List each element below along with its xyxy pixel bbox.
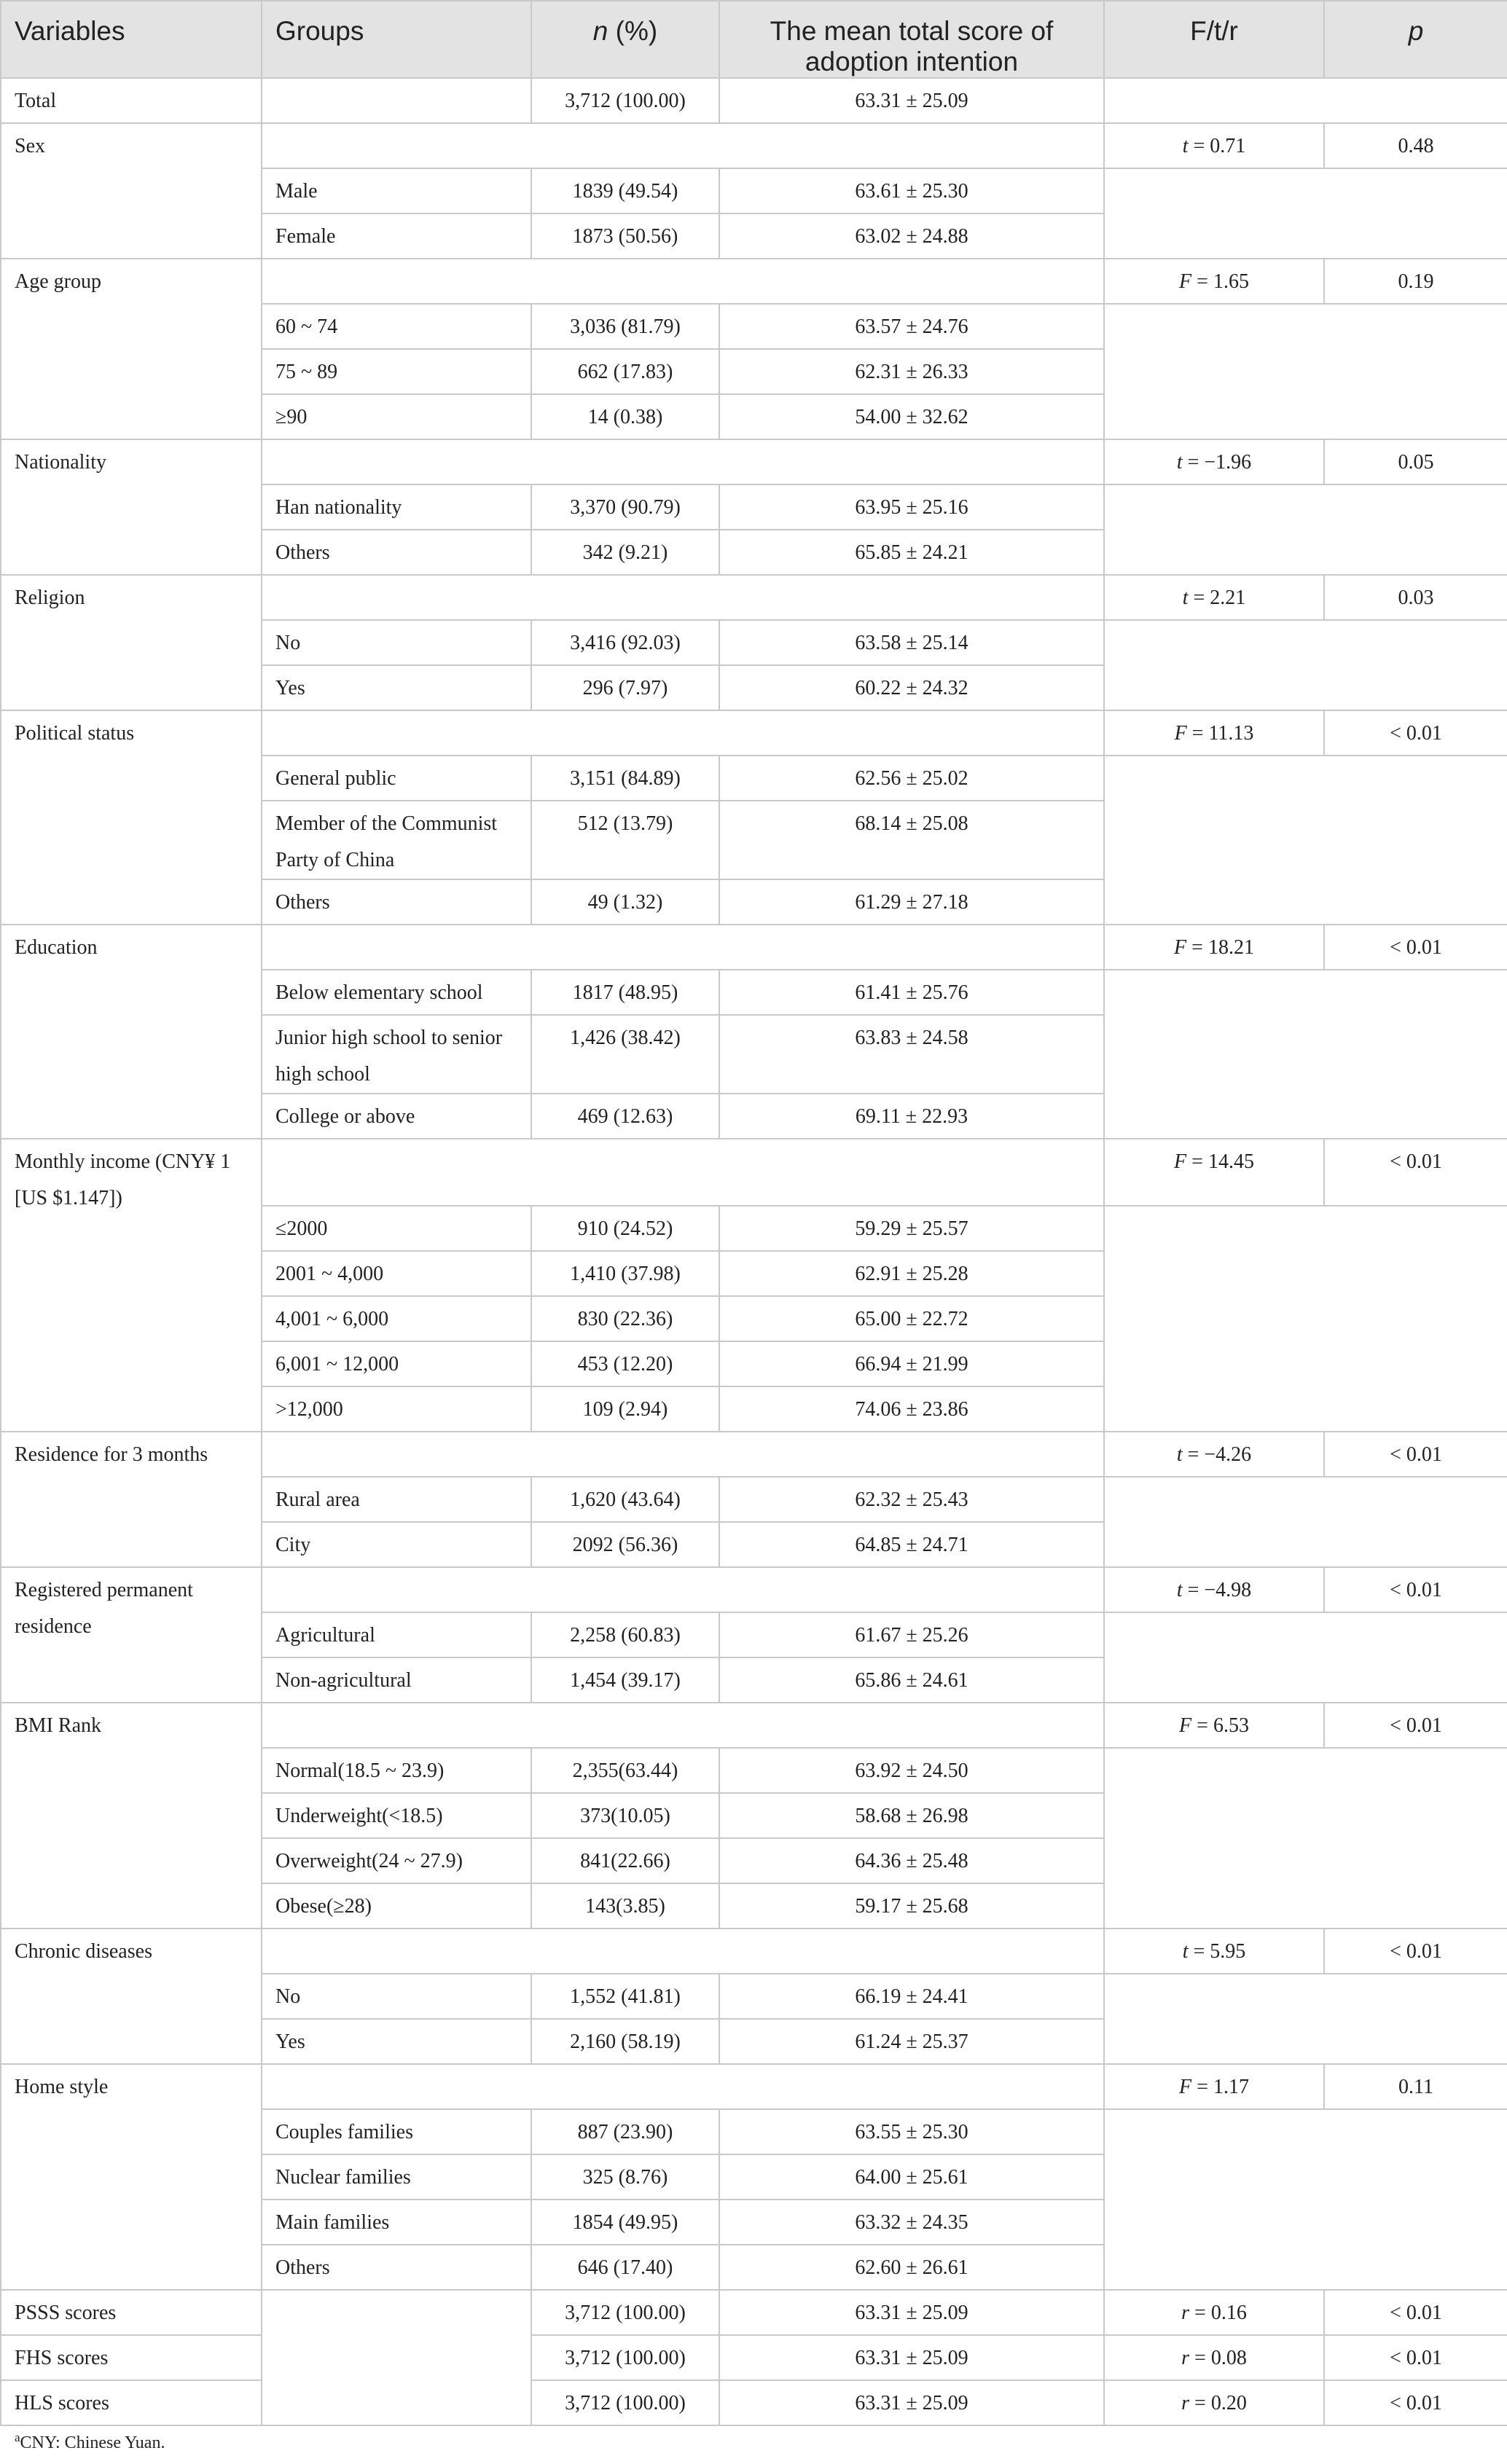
group-mean: 58.68 ± 26.98 <box>719 1793 1104 1838</box>
section-blank <box>262 1929 1104 1974</box>
variable-label: Nationality <box>15 451 106 474</box>
stat-letter: t <box>1182 135 1189 157</box>
group-label: Normal(18.5 ~ 23.9) <box>262 1748 531 1793</box>
section-blank <box>262 1567 1104 1612</box>
section-row-5 <box>1 925 1507 970</box>
stat-number: = 14.45 <box>1186 1150 1254 1173</box>
score-mean: 63.31 ± 25.09 <box>719 2335 1104 2380</box>
header-p-italic: p <box>1408 16 1424 46</box>
footnote-text: CNY: Chinese Yuan. <box>20 2433 165 2452</box>
group-label: General public <box>262 756 531 801</box>
score-mean: 63.31 ± 25.09 <box>719 2380 1104 2425</box>
group-n: 1,552 (41.81) <box>531 1974 719 2019</box>
header-mean: The mean total score of adoption intention <box>719 1 1104 78</box>
group-n: 143(3.85) <box>531 1883 719 1929</box>
stat-number: = 0.71 <box>1188 135 1246 157</box>
group-n: 1873 (50.56) <box>531 213 719 259</box>
group-n: 3,370 (90.79) <box>531 484 719 530</box>
section-row-0 <box>1 123 1507 168</box>
variable-name <box>1 259 262 439</box>
group-label: Yes <box>262 2019 531 2064</box>
group-n: 3,416 (92.03) <box>531 620 719 665</box>
score-row <box>1 2380 1507 2425</box>
section-blank <box>262 1139 1104 1206</box>
score-p: < 0.01 <box>1324 2335 1507 2380</box>
stat-letter: t <box>1176 451 1183 474</box>
variable-label: Residence for 3 months <box>15 1443 208 1466</box>
group-label: 60 ~ 74 <box>262 304 531 349</box>
stat-letter: F <box>1179 270 1192 293</box>
table-body <box>1 78 1507 2425</box>
group-mean: 61.29 ± 27.18 <box>719 879 1104 925</box>
group-mean: 61.41 ± 25.76 <box>719 970 1104 1015</box>
group-label: No <box>262 620 531 665</box>
stat-letter: t <box>1182 1940 1189 1963</box>
group-label: Junior high school to senior high school <box>262 1015 531 1094</box>
stat-blank <box>1104 1974 1507 2064</box>
group-mean: 61.67 ± 25.26 <box>719 1612 1104 1657</box>
stat-blank <box>1104 1206 1507 1432</box>
group-n: 373(10.05) <box>531 1793 719 1838</box>
group-label: 4,001 ~ 6,000 <box>262 1296 531 1341</box>
group-mean: 66.19 ± 24.41 <box>719 1974 1104 2019</box>
total-label: Total <box>1 78 262 123</box>
stat-value <box>1104 259 1324 304</box>
variable-label: Home style <box>15 2076 109 2098</box>
stat-value <box>1104 1703 1324 1748</box>
group-label: Couples families <box>262 2109 531 2154</box>
group-label: Others <box>262 530 531 575</box>
section-row-3 <box>1 575 1507 620</box>
group-n: 1,410 (37.98) <box>531 1251 719 1296</box>
header-stat: F/t/r <box>1104 1 1324 78</box>
score-label: HLS scores <box>1 2380 262 2425</box>
p-value: < 0.01 <box>1324 1432 1507 1477</box>
group-mean: 63.55 ± 25.30 <box>719 2109 1104 2154</box>
variable-name <box>1 1139 262 1432</box>
group-label: ≥90 <box>262 394 531 439</box>
group-label: Female <box>262 213 531 259</box>
section-row-6 <box>1 1139 1507 1206</box>
stat-blank <box>1104 970 1507 1139</box>
section-blank <box>262 925 1104 970</box>
group-n: 325 (8.76) <box>531 2154 719 2200</box>
stat-value <box>1104 1567 1324 1612</box>
variable-name <box>1 439 262 575</box>
variable-name <box>1 123 262 259</box>
stat-letter: t <box>1182 586 1189 609</box>
stat-letter: F <box>1174 722 1187 745</box>
group-label: Others <box>262 2245 531 2290</box>
group-n: 512 (13.79) <box>531 801 719 879</box>
section-row-4 <box>1 710 1507 756</box>
group-n: 841(22.66) <box>531 1838 719 1883</box>
score-row <box>1 2335 1507 2380</box>
group-n: 887 (23.90) <box>531 2109 719 2154</box>
total-row <box>1 78 1507 123</box>
group-n: 2092 (56.36) <box>531 1522 719 1567</box>
group-label: Below elementary school <box>262 970 531 1015</box>
group-label: Agricultural <box>262 1612 531 1657</box>
stat-letter: F <box>1179 2076 1192 2098</box>
group-label: No <box>262 1974 531 2019</box>
group-n: 2,160 (58.19) <box>531 2019 719 2064</box>
group-mean: 62.56 ± 25.02 <box>719 756 1104 801</box>
score-stat-letter: r <box>1181 2302 1190 2324</box>
stat-value <box>1104 710 1324 756</box>
group-n: 830 (22.36) <box>531 1296 719 1341</box>
score-label: PSSS scores <box>1 2290 262 2335</box>
section-blank <box>262 1703 1104 1748</box>
header-n <box>531 1 719 78</box>
group-n: 14 (0.38) <box>531 394 719 439</box>
stat-value <box>1104 1139 1324 1206</box>
variable-name <box>1 710 262 925</box>
stat-number: = 18.21 <box>1186 936 1254 959</box>
p-value: 0.05 <box>1324 439 1507 484</box>
variable-name <box>1 1929 262 2064</box>
group-n: 109 (2.94) <box>531 1386 719 1432</box>
group-n: 1854 (49.95) <box>531 2200 719 2245</box>
score-n: 3,712 (100.00) <box>531 2290 719 2335</box>
stat-value <box>1104 925 1324 970</box>
variable-label: BMI Rank <box>15 1714 101 1737</box>
score-stat <box>1104 2335 1324 2380</box>
group-mean: 62.60 ± 26.61 <box>719 2245 1104 2290</box>
total-mean: 63.31 ± 25.09 <box>719 78 1104 123</box>
section-row-11 <box>1 2064 1507 2109</box>
stat-blank <box>1104 2109 1507 2290</box>
variable-label: Sex <box>15 135 45 157</box>
total-n: 3,712 (100.00) <box>531 78 719 123</box>
variable-name <box>1 575 262 710</box>
stat-letter: t <box>1176 1443 1183 1466</box>
header-p <box>1324 1 1507 78</box>
score-p: < 0.01 <box>1324 2380 1507 2425</box>
group-label: Yes <box>262 665 531 710</box>
group-mean: 63.02 ± 24.88 <box>719 213 1104 259</box>
stat-number: = 5.95 <box>1188 1940 1246 1963</box>
variable-name <box>1 925 262 1139</box>
group-n: 662 (17.83) <box>531 349 719 394</box>
group-label: 6,001 ~ 12,000 <box>262 1341 531 1386</box>
total-group-empty <box>262 78 531 123</box>
group-mean: 63.83 ± 24.58 <box>719 1015 1104 1094</box>
variable-label: Chronic diseases <box>15 1940 152 1963</box>
p-value: < 0.01 <box>1324 925 1507 970</box>
score-p: < 0.01 <box>1324 2290 1507 2335</box>
section-row-1 <box>1 259 1507 304</box>
variable-label: Education <box>15 936 98 959</box>
p-value: 0.19 <box>1324 259 1507 304</box>
p-value: 0.48 <box>1324 123 1507 168</box>
group-label: College or above <box>262 1094 531 1139</box>
stat-blank <box>1104 1477 1507 1567</box>
group-label: ≤2000 <box>262 1206 531 1251</box>
variable-name <box>1 1567 262 1703</box>
group-mean: 59.17 ± 25.68 <box>719 1883 1104 1929</box>
group-n: 646 (17.40) <box>531 2245 719 2290</box>
p-value: < 0.01 <box>1324 1929 1507 1974</box>
group-label: City <box>262 1522 531 1567</box>
variable-label: Religion <box>15 586 85 609</box>
header-variables: Variables <box>1 1 262 78</box>
header-n-italic: n <box>592 16 608 46</box>
group-n: 2,258 (60.83) <box>531 1612 719 1657</box>
variable-label: Monthly income (CNY¥ 1 [US $1.147]) <box>15 1150 231 1209</box>
stat-letter: t <box>1176 1579 1183 1601</box>
group-n: 910 (24.52) <box>531 1206 719 1251</box>
group-n: 3,151 (84.89) <box>531 756 719 801</box>
group-label: Others <box>262 879 531 925</box>
stat-number: = −4.98 <box>1182 1579 1252 1601</box>
group-mean: 65.85 ± 24.21 <box>719 530 1104 575</box>
group-n: 2,355(63.44) <box>531 1748 719 1793</box>
stat-value <box>1104 439 1324 484</box>
group-label: Main families <box>262 2200 531 2245</box>
group-n: 1839 (49.54) <box>531 168 719 213</box>
group-n: 1,426 (38.42) <box>531 1015 719 1094</box>
group-mean: 64.00 ± 25.61 <box>719 2154 1104 2200</box>
section-row-8 <box>1 1567 1507 1612</box>
group-mean: 59.29 ± 25.57 <box>719 1206 1104 1251</box>
score-group-blank <box>262 2290 531 2425</box>
group-mean: 54.00 ± 32.62 <box>719 394 1104 439</box>
stat-blank <box>1104 620 1507 710</box>
section-blank <box>262 439 1104 484</box>
group-mean: 66.94 ± 21.99 <box>719 1341 1104 1386</box>
group-mean: 69.11 ± 22.93 <box>719 1094 1104 1139</box>
section-blank <box>262 259 1104 304</box>
group-mean: 65.00 ± 22.72 <box>719 1296 1104 1341</box>
score-n: 3,712 (100.00) <box>531 2380 719 2425</box>
group-mean: 68.14 ± 25.08 <box>719 801 1104 879</box>
stat-number: = −4.26 <box>1182 1443 1252 1466</box>
group-n: 1,620 (43.64) <box>531 1477 719 1522</box>
score-n: 3,712 (100.00) <box>531 2335 719 2380</box>
section-blank <box>262 2064 1104 2109</box>
group-label: Nuclear families <box>262 2154 531 2200</box>
group-n: 3,036 (81.79) <box>531 304 719 349</box>
stat-letter: F <box>1179 1714 1192 1737</box>
stat-number: = 1.65 <box>1191 270 1249 293</box>
stat-letter: F <box>1174 936 1187 959</box>
group-label: Member of the Communist Party of China <box>262 801 531 879</box>
group-mean: 62.91 ± 25.28 <box>719 1251 1104 1296</box>
score-stat-letter: r <box>1181 2347 1190 2369</box>
stat-number: = −1.96 <box>1182 451 1252 474</box>
header-n-rest: (%) <box>608 16 658 46</box>
group-label: Rural area <box>262 1477 531 1522</box>
variable-label: Age group <box>15 270 101 293</box>
group-mean: 63.95 ± 25.16 <box>719 484 1104 530</box>
group-n: 342 (9.21) <box>531 530 719 575</box>
group-label: Overweight(24 ~ 27.9) <box>262 1838 531 1883</box>
stat-blank <box>1104 1612 1507 1703</box>
stat-value <box>1104 123 1324 168</box>
section-row-9 <box>1 1703 1507 1748</box>
header-groups: Groups <box>262 1 531 78</box>
p-value: < 0.01 <box>1324 1703 1507 1748</box>
stat-number: = 6.53 <box>1191 1714 1249 1737</box>
group-label: 75 ~ 89 <box>262 349 531 394</box>
stat-letter: F <box>1174 1150 1187 1173</box>
group-label: >12,000 <box>262 1386 531 1432</box>
stat-value <box>1104 575 1324 620</box>
group-mean: 61.24 ± 25.37 <box>719 2019 1104 2064</box>
section-row-7 <box>1 1432 1507 1477</box>
stat-value <box>1104 1929 1324 1974</box>
score-stat-number: = 0.16 <box>1189 2302 1247 2324</box>
group-mean: 63.32 ± 24.35 <box>719 2200 1104 2245</box>
group-label: Underweight(<18.5) <box>262 1793 531 1838</box>
group-mean: 63.57 ± 24.76 <box>719 304 1104 349</box>
group-mean: 63.61 ± 25.30 <box>719 168 1104 213</box>
group-label: 2001 ~ 4,000 <box>262 1251 531 1296</box>
section-blank <box>262 123 1104 168</box>
section-blank <box>262 575 1104 620</box>
variable-label: Political status <box>15 722 135 745</box>
footnote <box>15 2430 165 2453</box>
stat-number: = 1.17 <box>1191 2076 1249 2098</box>
score-mean: 63.31 ± 25.09 <box>719 2290 1104 2335</box>
group-mean: 64.85 ± 24.71 <box>719 1522 1104 1567</box>
group-n: 1817 (48.95) <box>531 970 719 1015</box>
stat-blank <box>1104 756 1507 925</box>
stat-blank <box>1104 304 1507 439</box>
score-stat-letter: r <box>1181 2392 1190 2414</box>
stat-blank <box>1104 484 1507 575</box>
group-n: 1,454 (39.17) <box>531 1657 719 1703</box>
section-blank <box>262 1432 1104 1477</box>
header-row <box>1 1 1507 78</box>
variable-label: Registered permanent residence <box>15 1579 193 1638</box>
p-value: 0.11 <box>1324 2064 1507 2109</box>
group-label: Obese(≥28) <box>262 1883 531 1929</box>
group-mean: 65.86 ± 24.61 <box>719 1657 1104 1703</box>
group-mean: 62.31 ± 26.33 <box>719 349 1104 394</box>
section-row-10 <box>1 1929 1507 1974</box>
group-mean: 60.22 ± 24.32 <box>719 665 1104 710</box>
stat-number: = 2.21 <box>1188 586 1246 609</box>
score-stat <box>1104 2380 1324 2425</box>
footnote-sup: a <box>15 2430 20 2444</box>
p-value: < 0.01 <box>1324 710 1507 756</box>
stat-value <box>1104 1432 1324 1477</box>
group-mean: 62.32 ± 25.43 <box>719 1477 1104 1522</box>
p-value: < 0.01 <box>1324 1139 1507 1206</box>
variable-name <box>1 1703 262 1929</box>
score-stat <box>1104 2290 1324 2335</box>
variable-name <box>1 2064 262 2290</box>
group-mean: 63.58 ± 25.14 <box>719 620 1104 665</box>
group-label: Han nationality <box>262 484 531 530</box>
group-n: 469 (12.63) <box>531 1094 719 1139</box>
group-n: 49 (1.32) <box>531 879 719 925</box>
group-mean: 74.06 ± 23.86 <box>719 1386 1104 1432</box>
group-label: Male <box>262 168 531 213</box>
stat-number: = 11.13 <box>1186 722 1254 745</box>
group-mean: 64.36 ± 25.48 <box>719 1838 1104 1883</box>
section-blank <box>262 710 1104 756</box>
stat-blank <box>1104 1748 1507 1929</box>
group-n: 453 (12.20) <box>531 1341 719 1386</box>
score-stat-number: = 0.08 <box>1189 2347 1247 2369</box>
total-stat-empty <box>1104 78 1507 123</box>
group-mean: 63.92 ± 24.50 <box>719 1748 1104 1793</box>
stat-value <box>1104 2064 1324 2109</box>
score-row <box>1 2290 1507 2335</box>
p-value: < 0.01 <box>1324 1567 1507 1612</box>
score-stat-number: = 0.20 <box>1189 2392 1247 2414</box>
score-label: FHS scores <box>1 2335 262 2380</box>
p-value: 0.03 <box>1324 575 1507 620</box>
stat-blank <box>1104 168 1507 259</box>
group-n: 296 (7.97) <box>531 665 719 710</box>
variable-name <box>1 1432 262 1567</box>
group-label: Non-agricultural <box>262 1657 531 1703</box>
section-row-2 <box>1 439 1507 484</box>
